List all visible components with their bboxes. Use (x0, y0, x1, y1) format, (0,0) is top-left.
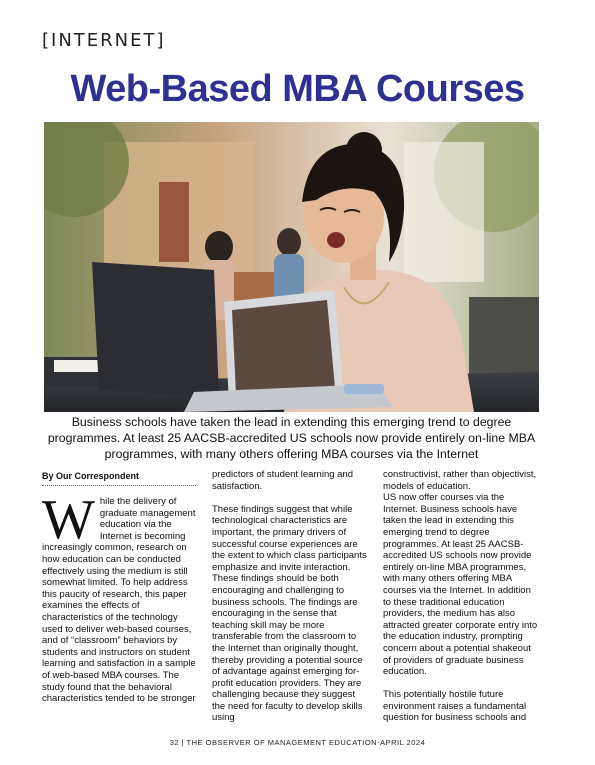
byline-divider (42, 485, 196, 486)
section-tag: [INTERNET] (42, 30, 166, 51)
headline: Web-Based MBA Courses (70, 68, 525, 110)
paragraph: US now offer courses via the Internet. Business schools have taken the lead in extending this emerging trend to degree programmes. At least 25 AACSB-accredited US schools now provide entirely on-line MBA programmes, with many others offering MBA courses via the Internet. In addition to these traditional education providers, the medium has also attracted greater corporate entry into the education industry, prompting concern about a potential shakeout of providers of graduate business education. (383, 492, 538, 678)
paragraph: predictors of student learning and satisfaction. (212, 469, 354, 492)
photo-illustration (44, 122, 539, 412)
page-footer: 32 | THE OBSERVER OF MANAGEMENT EDUCATION-APRIL 2024 (169, 738, 426, 747)
student-laptop-photo (44, 122, 539, 412)
paragraph: This potentially hostile future environment raises a fundamental question for business schools and (383, 689, 527, 724)
paragraph: hile the delivery of graduate management education via the Internet is becoming increasingly common, research on how education can be conducted effectively using the medium is still somewhat limited. To help address this paucity of research, this paper examines the effects of characteristics of the technology used to deliver web-based courses, and of “classroom” behaviors by students and instructors on student learning and satisfaction in a sample of web-based MBA courses. The study found that the behavioral characteristics tended to be stronger (42, 496, 196, 705)
photo-caption: Business schools have taken the lead in extending this emerging trend to degree programmes. At least 25 AACSB-accredited US schools now provide entirely on-line MBA programmes, with many others offering MBA courses via the Internet (47, 415, 536, 461)
drop-cap: W (42, 489, 95, 551)
paragraph: constructivist, rather than objectivist, models of education. (383, 469, 537, 492)
body-column-1 (42, 489, 198, 716)
byline: By Our Correspondent (42, 471, 140, 481)
body-column-2 (212, 469, 370, 736)
body-column-3 (383, 469, 541, 736)
paragraph: These findings suggest that while technological characteristics are important, the primary drivers of successful course experiences are the extent to which class participants emphasize and invite interaction. These findings should be both encouraging and challenging to business schools. The findings are encouraging in the sense that teaching skill may be more transferable from the classroom to the Internet than originally thought, thereby providing a potential source of advantage against emerging for-profit education providers. They are challenging because they suggest the need for faculty to develop skills using (212, 503, 367, 724)
